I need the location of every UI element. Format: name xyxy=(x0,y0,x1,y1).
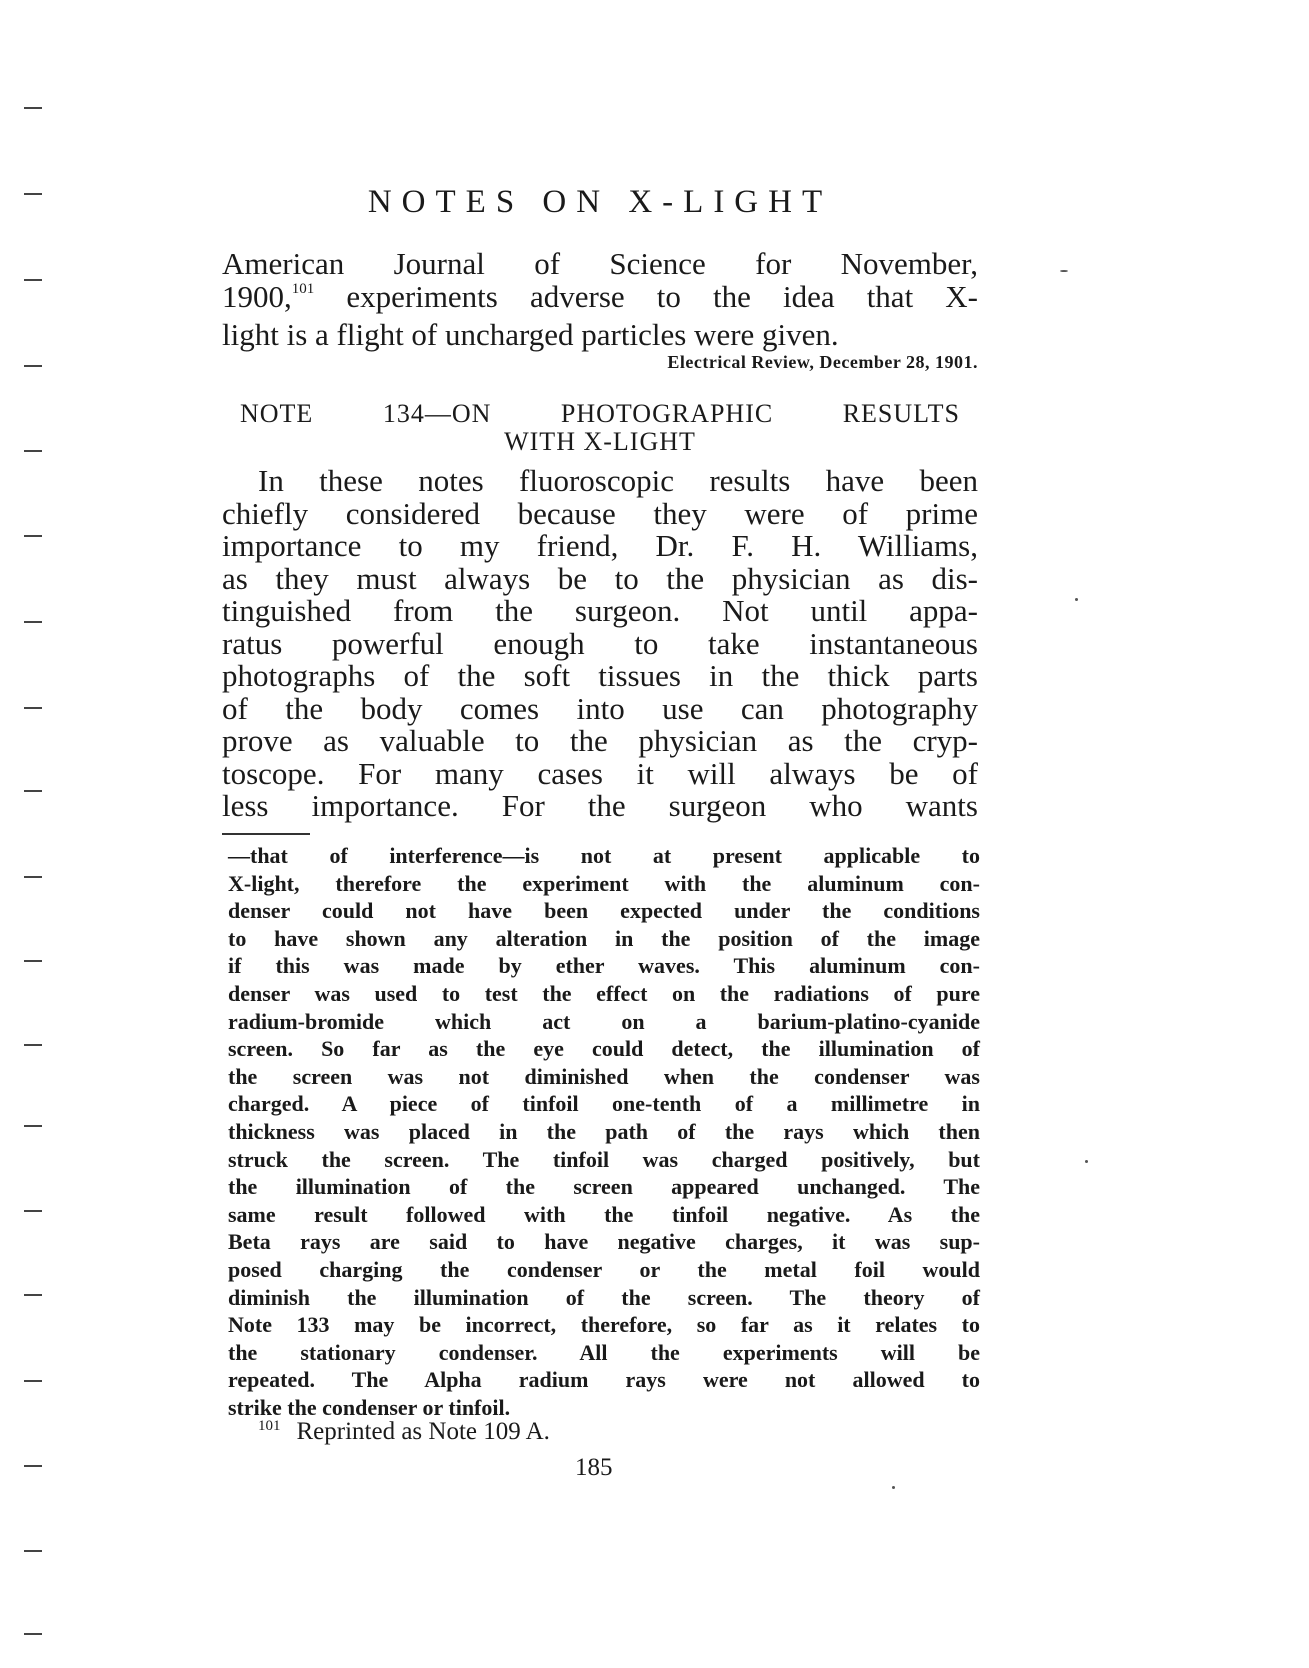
margin-tick xyxy=(24,1465,42,1467)
text-line: chiefly considered because they were of prime xyxy=(222,495,978,531)
footnote-line: diminish the illumination of the screen. The theory of xyxy=(228,1284,980,1310)
footnote-mark: 101 xyxy=(258,1418,281,1434)
footnote-line: —that of interference—is not at present applicable to xyxy=(228,843,980,868)
footnote-line: the stationary condenser. All the experiments will be xyxy=(228,1339,980,1365)
text-line: less importance. For the surgeon who wants xyxy=(222,788,978,823)
footnote-line: charged. A piece of tinfoil one-tenth of a millimetre in xyxy=(228,1091,980,1117)
footnote-line: denser could not have been expected under the conditions xyxy=(228,898,980,924)
margin-tick xyxy=(24,1550,42,1552)
margin-tick xyxy=(24,707,42,709)
text-line: American Journal of Science for November, xyxy=(222,246,978,281)
note-heading-line: NOTE 134—ON PHOTOGRAPHIC RESULTS xyxy=(240,399,960,428)
margin-tick xyxy=(24,1210,42,1212)
footnote-line: posed charging the condenser or the metal foil would xyxy=(228,1256,980,1282)
scan-speck xyxy=(1085,1160,1088,1163)
year-text: 1900, xyxy=(222,278,292,314)
footnote-line: same result followed with the tinfoil negative. As the xyxy=(228,1201,980,1227)
line-remainder: experiments adverse to the idea that X- xyxy=(346,278,978,314)
footnote-line: denser was used to test the effect on the radiations of pure xyxy=(228,980,980,1006)
text-line: as they must always be to the physician as dis- xyxy=(222,560,978,596)
footnote-line: to have shown any alteration in the position of the image xyxy=(228,925,980,951)
margin-tick xyxy=(24,450,42,452)
footnote-line: struck the screen. The tinfoil was charged positively, but xyxy=(228,1146,980,1172)
text-line: photographs of the soft tissues in the thick parts xyxy=(222,658,978,693)
margin-tick xyxy=(24,365,42,367)
scan-speck xyxy=(1060,270,1068,272)
source-citation: Electrical Review, December 28, 1901. xyxy=(667,352,978,372)
footnote-line: repeated. The Alpha radium rays were not allowed to xyxy=(228,1367,980,1393)
margin-tick xyxy=(24,1125,42,1127)
page-number: 185 xyxy=(575,1454,613,1481)
margin-tick xyxy=(24,193,42,195)
text-line xyxy=(222,278,978,320)
running-head: NOTES ON X-LIGHT xyxy=(367,184,833,220)
footnote-line: the screen was not diminished when the condenser was xyxy=(228,1063,980,1089)
footnote-line: X-light, therefore the experiment with the aluminum con- xyxy=(228,870,980,896)
footnote-continuation xyxy=(228,842,980,1421)
margin-tick xyxy=(24,621,42,623)
footnote-line: radium-bromide which act on a barium-platino-cyanide xyxy=(228,1008,980,1034)
footnote-text: Reprinted as Note 109 A. xyxy=(296,1418,550,1445)
main-paragraph xyxy=(222,465,978,823)
text-line: toscope. For many cases it will always be of xyxy=(222,755,978,791)
text-line: In these notes fluoroscopic results have been xyxy=(258,463,978,498)
margin-tick xyxy=(24,876,42,878)
footnote-line: if this was made by ether waves. This aluminum con- xyxy=(228,953,980,979)
margin-tick xyxy=(24,960,42,962)
margin-tick xyxy=(24,107,42,109)
continuation-paragraph xyxy=(222,248,978,352)
footnote-line: Beta rays are said to have negative charges, it was sup- xyxy=(228,1229,980,1255)
text-line: light is a flight of uncharged particles were given. xyxy=(222,317,839,352)
margin-tick xyxy=(24,279,42,281)
note-heading xyxy=(240,400,960,456)
footnote-reference: 101 xyxy=(291,280,315,297)
text-line: importance to my friend, Dr. F. H. Williams, xyxy=(222,528,978,563)
footnote-line: Note 133 may be incorrect, therefore, so far as it relates to xyxy=(228,1312,980,1338)
margin-tick xyxy=(24,1633,42,1635)
note-heading-line: WITH X-LIGHT xyxy=(504,427,696,456)
margin-tick xyxy=(24,535,42,537)
scan-speck xyxy=(1075,598,1078,601)
text-line: of the body comes into use can photography xyxy=(222,690,978,726)
margin-tick xyxy=(24,1380,42,1382)
footnote-line: strike the condenser or tinfoil. xyxy=(228,1394,511,1420)
footnote-line: the illumination of the screen appeared unchanged. The xyxy=(228,1174,980,1200)
text-line: prove as valuable to the physician as the cryp- xyxy=(222,723,978,758)
footnote-line: screen. So far as the eye could detect, the illumination of xyxy=(228,1036,980,1062)
margin-tick xyxy=(24,1294,42,1296)
scan-speck xyxy=(892,1486,895,1489)
footnote-rule xyxy=(222,833,310,835)
margin-tick xyxy=(24,790,42,792)
footnote-line: thickness was placed in the path of the rays which then xyxy=(228,1118,980,1144)
footnote-101 xyxy=(258,1418,550,1446)
text-line: tinguished from the surgeon. Not until appa- xyxy=(222,593,978,628)
margin-tick xyxy=(24,1044,42,1046)
text-line: ratus powerful enough to take instantaneous xyxy=(222,625,978,661)
